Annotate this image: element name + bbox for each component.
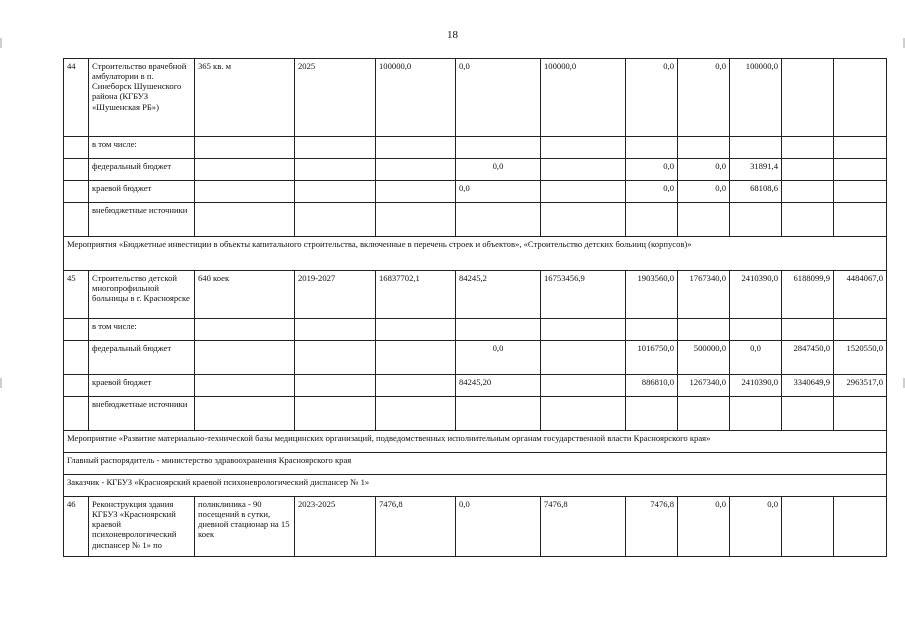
table-cell: 2025 — [295, 59, 376, 137]
table-cell — [195, 375, 295, 397]
table-cell — [295, 319, 376, 341]
table-cell — [195, 203, 295, 237]
table-row — [64, 397, 887, 431]
table-cell: 0,0 — [456, 159, 541, 181]
table-cell — [64, 319, 89, 341]
table-cell: 886810,0 — [626, 375, 678, 397]
table-cell — [626, 203, 678, 237]
table-row — [64, 341, 887, 375]
table-cell: в том числе: — [89, 319, 195, 341]
table-cell — [64, 159, 89, 181]
section-row — [64, 237, 887, 271]
table-cell: 2847450,0 — [782, 341, 834, 375]
table-cell: Реконструкция здания КГБУЗ «Красноярский краевой психоневрологический диспансер № 1» по — [89, 497, 195, 557]
page-number: 18 — [447, 29, 458, 41]
table-cell: 0,0 — [456, 341, 541, 375]
table-cell — [195, 137, 295, 159]
table-cell: Строительство врачебной амбулатории в п. Синеборск Шушенского района (КГБУЗ «Шушенская РБ») — [89, 59, 195, 137]
scan-edge-mark — [0, 38, 2, 48]
table-cell — [626, 319, 678, 341]
table-cell: 2410390,0 — [730, 271, 782, 319]
table-cell: 0,0 — [456, 59, 541, 137]
table-cell — [782, 319, 834, 341]
table-cell: 1520550,0 — [834, 341, 887, 375]
table-cell — [456, 137, 541, 159]
table-cell: поликлиника - 90 посещений в сутки, дневной стационар на 15 коек — [195, 497, 295, 557]
table-cell: федеральный бюджет — [89, 159, 195, 181]
table-cell — [834, 59, 887, 137]
table-cell: федеральный бюджет — [89, 341, 195, 375]
table-cell: 365 кв. м — [195, 59, 295, 137]
table-cell: 100000,0 — [541, 59, 626, 137]
table-cell: 1903560,0 — [626, 271, 678, 319]
table-cell — [782, 159, 834, 181]
table-cell — [782, 397, 834, 431]
table-row — [64, 137, 887, 159]
table-cell — [730, 397, 782, 431]
table-cell: краевой бюджет — [89, 181, 195, 203]
table-cell — [376, 159, 456, 181]
table-cell — [195, 159, 295, 181]
table-cell: 0,0 — [678, 59, 730, 137]
table-cell — [730, 203, 782, 237]
table-row — [64, 319, 887, 341]
table-cell — [782, 497, 834, 557]
table-cell — [678, 319, 730, 341]
table-cell: 0,0 — [730, 497, 782, 557]
table-cell — [782, 181, 834, 203]
table-cell — [64, 137, 89, 159]
table-cell — [834, 203, 887, 237]
table-cell: 0,0 — [626, 181, 678, 203]
table-row — [64, 375, 887, 397]
table-cell — [295, 137, 376, 159]
table-cell — [376, 375, 456, 397]
table-cell — [64, 397, 89, 431]
table-cell: 31891,4 — [730, 159, 782, 181]
table-cell — [541, 203, 626, 237]
table-cell: в том числе: — [89, 137, 195, 159]
table-cell — [834, 497, 887, 557]
table-cell: 0,0 — [456, 497, 541, 557]
table-cell — [678, 203, 730, 237]
table-cell — [541, 159, 626, 181]
table-cell: 0,0 — [678, 159, 730, 181]
table-cell — [295, 203, 376, 237]
table-cell: 640 коек — [195, 271, 295, 319]
table-cell — [834, 319, 887, 341]
table-cell — [376, 341, 456, 375]
table-cell — [834, 137, 887, 159]
table-cell — [456, 397, 541, 431]
table-cell: 100000,0 — [376, 59, 456, 137]
table-cell: 500000,0 — [678, 341, 730, 375]
table-cell — [376, 397, 456, 431]
section-row — [64, 475, 887, 497]
table-cell — [295, 397, 376, 431]
table-cell: 7476,8 — [626, 497, 678, 557]
table-cell — [456, 319, 541, 341]
table-cell: краевой бюджет — [89, 375, 195, 397]
table-cell: 0,0 — [678, 497, 730, 557]
table-cell — [64, 341, 89, 375]
table-cell — [541, 397, 626, 431]
table-cell: 0,0 — [730, 341, 782, 375]
table-cell: 0,0 — [456, 181, 541, 203]
table-cell — [295, 159, 376, 181]
table-cell: Строительство детской многопрофильной больницы в г. Красноярске — [89, 271, 195, 319]
table-cell: 0,0 — [626, 159, 678, 181]
table-cell — [730, 319, 782, 341]
table-cell — [295, 341, 376, 375]
table-row — [64, 181, 887, 203]
budget-table — [63, 58, 887, 557]
table-cell — [541, 375, 626, 397]
section-heading: Главный распорядитель - министерство здравоохранения Красноярского края — [64, 453, 887, 475]
table-cell: 44 — [64, 59, 89, 137]
table-body — [64, 59, 887, 557]
table-cell — [195, 397, 295, 431]
table-cell: 1016750,0 — [626, 341, 678, 375]
scan-edge-mark — [0, 378, 2, 388]
table-cell — [376, 319, 456, 341]
table-cell: 1767340,0 — [678, 271, 730, 319]
table-cell: 2023-2025 — [295, 497, 376, 557]
table-row — [64, 203, 887, 237]
table-row — [64, 59, 887, 137]
table-cell: 1267340,0 — [678, 375, 730, 397]
table-cell: 7476,8 — [541, 497, 626, 557]
table-cell: 3340649,9 — [782, 375, 834, 397]
table-cell: 16753456,9 — [541, 271, 626, 319]
table-cell: 84245,2 — [456, 271, 541, 319]
table-row — [64, 271, 887, 319]
table-cell: 7476,8 — [376, 497, 456, 557]
table-cell: 4484067,0 — [834, 271, 887, 319]
table-row — [64, 159, 887, 181]
table-cell — [782, 203, 834, 237]
table-cell: 0,0 — [626, 59, 678, 137]
table-cell — [295, 181, 376, 203]
table-cell: внебюджетные источники — [89, 203, 195, 237]
table-cell — [195, 181, 295, 203]
table-cell — [295, 375, 376, 397]
table-cell: внебюджетные источники — [89, 397, 195, 431]
table-cell — [782, 137, 834, 159]
table-cell: 0,0 — [678, 181, 730, 203]
section-row — [64, 453, 887, 475]
table-cell: 2963517,0 — [834, 375, 887, 397]
section-heading: Мероприятия «Бюджетные инвестиции в объекты капитального строительства, включенные в перечень строек и объектов», «Строительство детских больниц (корпусов)» — [64, 237, 887, 271]
table-cell: 46 — [64, 497, 89, 557]
section-heading: Заказчик - КГБУЗ «Красноярский краевой психоневрологический диспансер № 1» — [64, 475, 887, 497]
table-cell — [195, 341, 295, 375]
table-cell: 100000,0 — [730, 59, 782, 137]
table-cell — [541, 181, 626, 203]
table-cell: 16837702,1 — [376, 271, 456, 319]
table-cell — [541, 137, 626, 159]
table-cell: 68108,6 — [730, 181, 782, 203]
table-cell — [376, 181, 456, 203]
table-cell: 6188099,9 — [782, 271, 834, 319]
table-cell — [834, 397, 887, 431]
table-cell — [376, 203, 456, 237]
table-cell — [64, 375, 89, 397]
table-cell — [834, 181, 887, 203]
table-cell: 2410390,0 — [730, 375, 782, 397]
table-cell: 2019-2027 — [295, 271, 376, 319]
table-cell: 45 — [64, 271, 89, 319]
table-cell — [678, 137, 730, 159]
table-cell — [626, 397, 678, 431]
section-row — [64, 431, 887, 453]
table-cell — [541, 341, 626, 375]
table-cell — [834, 159, 887, 181]
table-cell — [376, 137, 456, 159]
table-cell — [195, 319, 295, 341]
table-row — [64, 497, 887, 557]
table-cell: 84245,20 — [456, 375, 541, 397]
table-cell — [64, 203, 89, 237]
table-cell — [541, 319, 626, 341]
table-cell — [782, 59, 834, 137]
table-cell — [730, 137, 782, 159]
table-cell — [64, 181, 89, 203]
table-cell — [626, 137, 678, 159]
table-cell — [456, 203, 541, 237]
table-cell — [678, 397, 730, 431]
section-heading: Мероприятие «Развитие материально-технической базы медицинских организаций, подведомственных исполнительным органам государственной власти Красноярского края» — [64, 431, 887, 453]
